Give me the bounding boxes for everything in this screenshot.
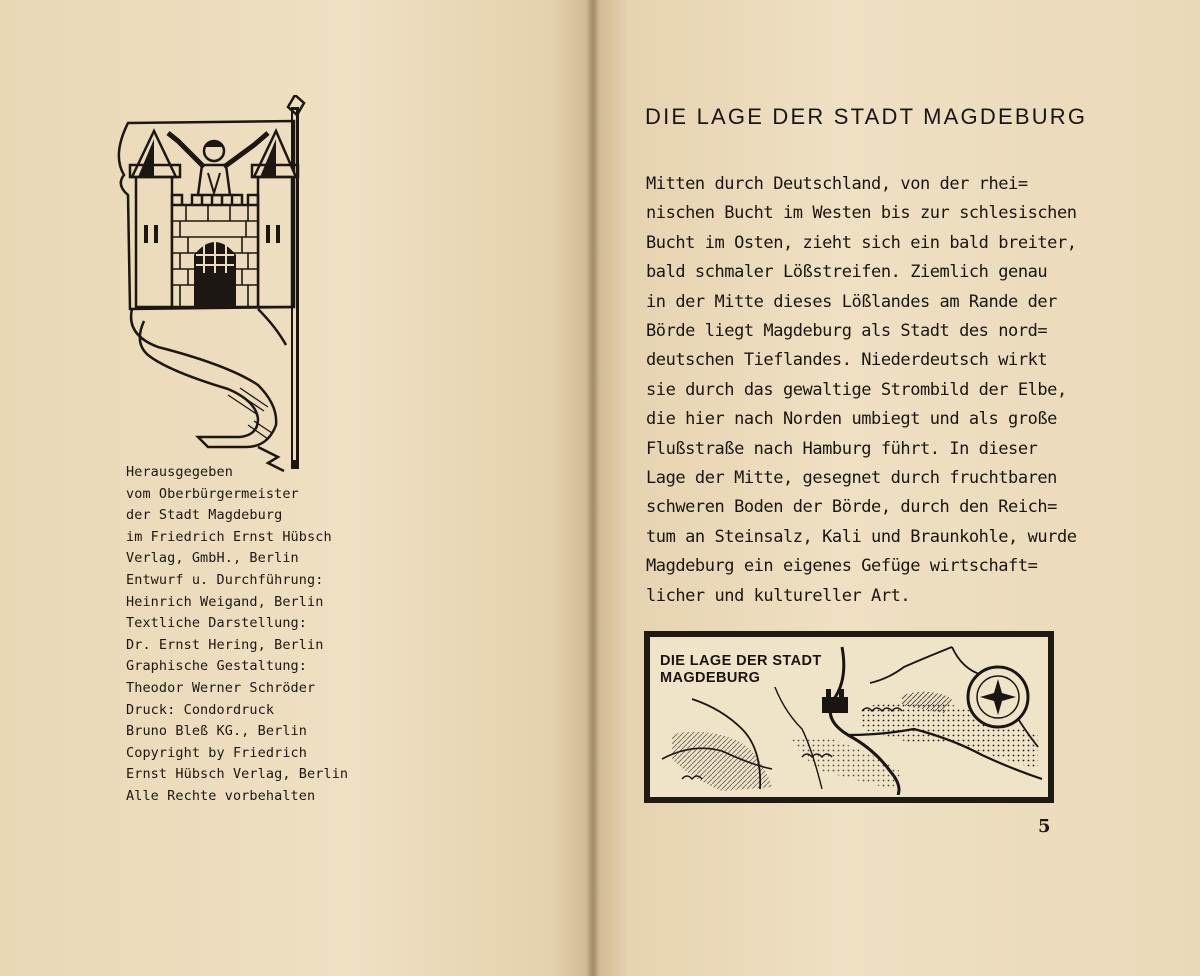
colophon-line: der Stadt Magdeburg <box>126 507 283 524</box>
body-line: schweren Boden der Börde, durch den Reich= <box>646 497 1057 518</box>
colophon-line: im Friedrich Ernst Hübsch <box>126 528 332 545</box>
body-line: Lage der Mitte, gesegnet durch fruchtbaren <box>646 468 1057 489</box>
city-coat-of-arms-illustration <box>108 95 323 475</box>
map-title-line: MAGDEBURG <box>660 670 761 686</box>
body-line: sie durch das gewaltige Strombild der Elbe, <box>646 379 1067 400</box>
body-line: tum an Steinsalz, Kali und Braunkohle, wurde <box>646 526 1077 547</box>
colophon-line: Entwurf u. Durchführung: <box>126 571 324 588</box>
colophon-line: Theodor Werner Schröder <box>126 679 316 696</box>
left-page <box>0 0 593 976</box>
map-inner <box>650 637 1048 797</box>
colophon-line: Ernst Hübsch Verlag, Berlin <box>126 766 349 783</box>
colophon <box>126 462 349 808</box>
body-line: deutschen Tieflandes. Niederdeutsch wirkt <box>646 350 1048 371</box>
page-number: 5 <box>1038 816 1051 837</box>
body-line: nischen Bucht im Westen bis zur schlesischen <box>646 203 1077 224</box>
chapter-heading: DIE LAGE DER STADT MAGDEBURG <box>645 104 1088 129</box>
colophon-line: vom Oberbürgermeister <box>126 485 299 502</box>
colophon-line: Textliche Darstellung: <box>126 615 308 632</box>
colophon-line: Druck: Condordruck <box>126 701 275 718</box>
body-line: Mitten durch Deutschland, von der rhei= <box>646 174 1028 194</box>
colophon-line: Graphische Gestaltung: <box>126 658 308 675</box>
colophon-line: Alle Rechte vorbehalten <box>126 787 316 804</box>
map-illustration <box>644 631 1054 803</box>
body-line: Börde liegt Magdeburg als Stadt des nord= <box>646 321 1048 342</box>
body-line: licher und kultureller Art. <box>646 585 911 606</box>
colophon-line: Bruno Bleß KG., Berlin <box>126 723 308 740</box>
colophon-line: Dr. Ernst Hering, Berlin <box>126 636 324 653</box>
colophon-line: Herausgegeben <box>126 464 233 480</box>
colophon-line: Copyright by Friedrich <box>126 744 308 761</box>
colophon-line: Verlag, GmbH., Berlin <box>126 550 299 567</box>
body-line: bald schmaler Lößstreifen. Ziemlich genau <box>646 262 1048 283</box>
body-line: Flußstraße nach Hamburg führt. In dieser <box>646 438 1038 459</box>
map-title-line: DIE LAGE DER STADT <box>660 653 822 669</box>
map-title <box>660 653 822 687</box>
body-line: die hier nach Norden umbiegt und als große <box>646 409 1057 430</box>
book-gutter <box>586 0 600 976</box>
body-line: Magdeburg ein eigenes Gefüge wirtschaft= <box>646 556 1038 577</box>
body-line: Bucht im Osten, zieht sich ein bald breiter, <box>646 232 1077 253</box>
colophon-line: Heinrich Weigand, Berlin <box>126 593 324 610</box>
body-paragraph <box>646 170 1077 611</box>
body-line: in der Mitte dieses Lößlandes am Rande der <box>646 291 1057 312</box>
